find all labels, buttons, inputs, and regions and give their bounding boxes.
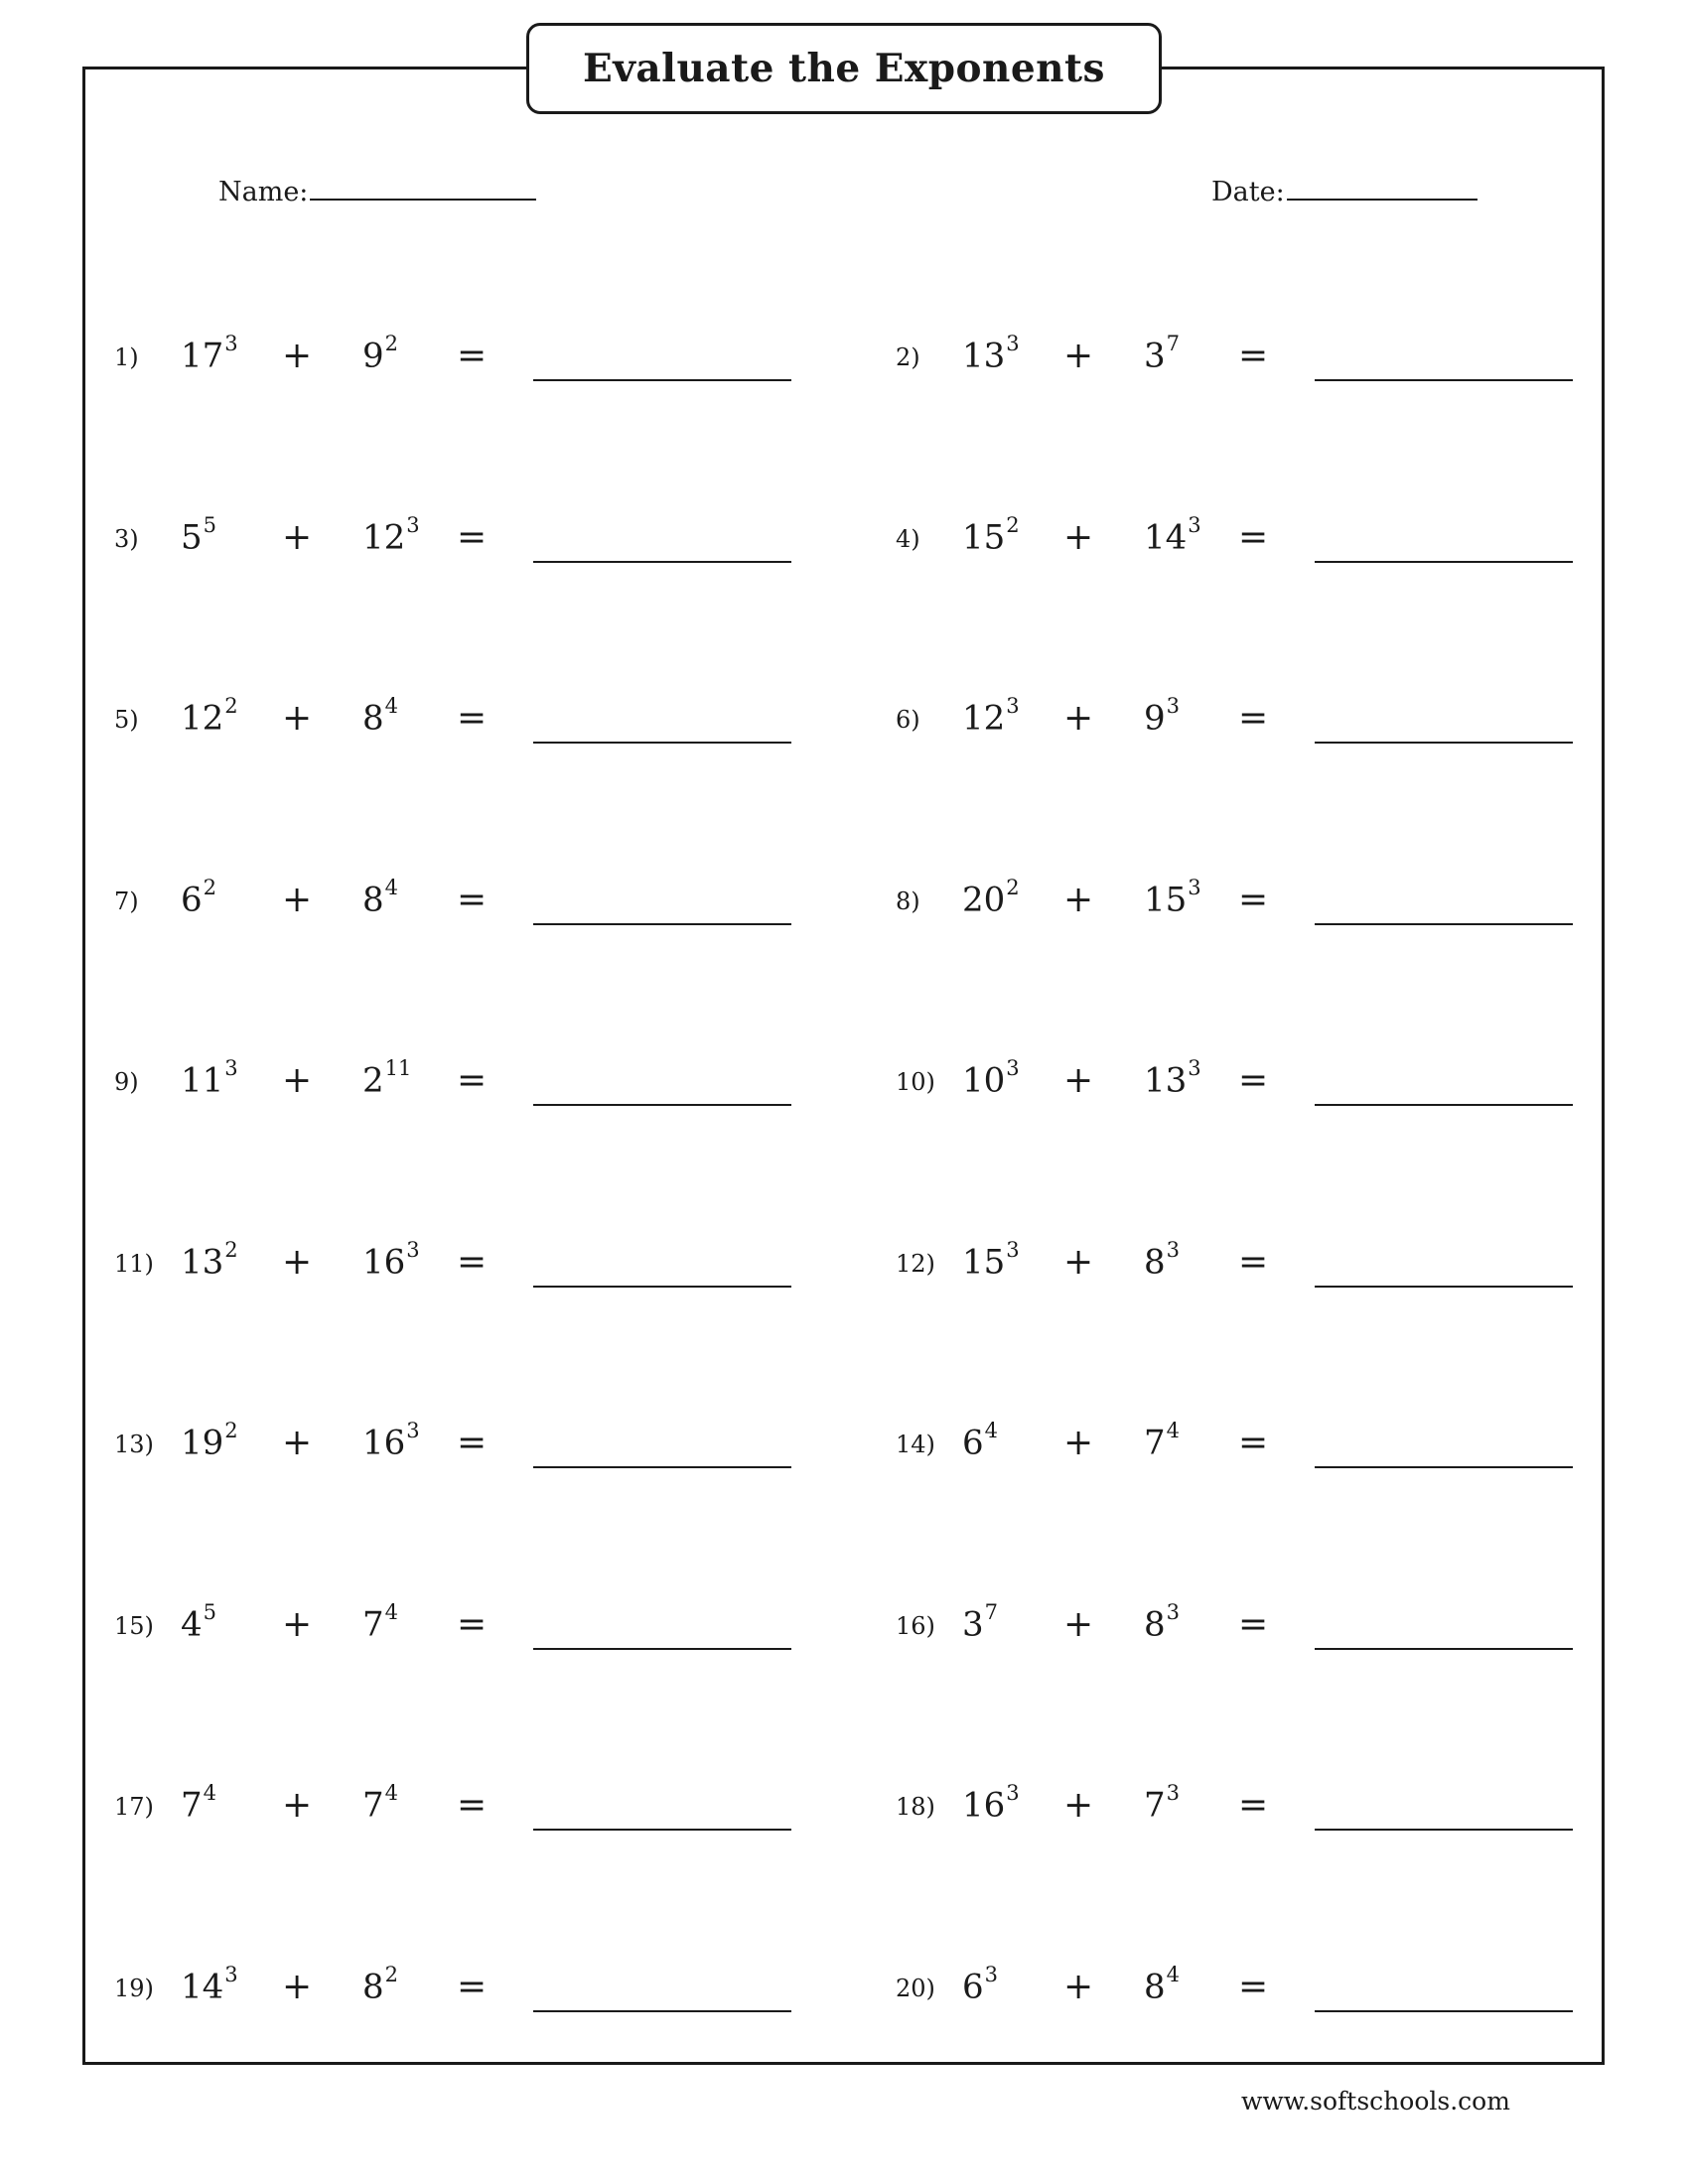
answer-blank[interactable] <box>533 561 791 563</box>
second-term <box>1144 694 1181 739</box>
problem-number: 2) <box>896 343 920 371</box>
first-exponent: 3 <box>1006 1781 1020 1805</box>
problem-number: 10) <box>896 1068 935 1096</box>
second-term <box>362 513 420 558</box>
second-term <box>362 1056 412 1101</box>
plus-sign: + <box>282 517 313 558</box>
second-exponent: 3 <box>1166 694 1181 718</box>
date-field <box>1211 173 1477 207</box>
equals-sign: = <box>1238 1604 1269 1645</box>
equals-sign: = <box>1238 880 1269 920</box>
first-base: 7 <box>181 1785 203 1826</box>
problem-number: 11) <box>114 1250 154 1278</box>
equals-sign: = <box>457 1604 488 1645</box>
first-base: 12 <box>962 698 1006 739</box>
second-term <box>362 1963 399 2007</box>
problem-number: 8) <box>896 887 920 915</box>
problem-item <box>896 1234 1611 1294</box>
second-base: 15 <box>1144 880 1188 920</box>
second-term <box>362 1238 420 1283</box>
second-term <box>1144 1419 1181 1463</box>
problem-number: 13) <box>114 1431 154 1458</box>
second-base: 12 <box>362 517 406 558</box>
title-box <box>526 23 1162 114</box>
problem-number: 19) <box>114 1975 154 2002</box>
second-term <box>362 1600 399 1645</box>
first-term <box>181 1963 238 2007</box>
second-term <box>362 1419 420 1463</box>
problem-item <box>114 1234 829 1294</box>
plus-sign: + <box>1063 1785 1094 1826</box>
second-base: 9 <box>1144 698 1166 739</box>
date-blank[interactable] <box>1287 173 1477 201</box>
problem-number: 20) <box>896 1975 935 2002</box>
page-title: Evaluate the Exponents <box>582 46 1106 91</box>
second-exponent: 7 <box>1166 332 1181 355</box>
second-exponent: 4 <box>1166 1963 1181 1986</box>
first-exponent: 2 <box>1006 513 1020 537</box>
first-exponent: 4 <box>203 1781 217 1805</box>
first-base: 15 <box>962 1242 1006 1283</box>
plus-sign: + <box>282 336 313 376</box>
problem-number: 3) <box>114 525 139 553</box>
first-term <box>962 1600 999 1645</box>
second-term <box>1144 332 1181 376</box>
first-term <box>962 1056 1020 1101</box>
equals-sign: = <box>457 517 488 558</box>
first-base: 6 <box>181 880 203 920</box>
second-base: 8 <box>362 880 384 920</box>
second-term <box>362 1781 399 1826</box>
first-exponent: 4 <box>984 1419 999 1442</box>
second-base: 13 <box>1144 1060 1188 1101</box>
problem-item <box>114 872 829 931</box>
problem-item <box>114 1777 829 1837</box>
plus-sign: + <box>282 1967 313 2007</box>
first-term <box>962 1963 999 2007</box>
second-exponent: 3 <box>406 1238 420 1262</box>
answer-blank[interactable] <box>533 923 791 925</box>
second-term <box>1144 1963 1181 2007</box>
second-term <box>362 332 399 376</box>
problem-item <box>114 328 829 387</box>
first-exponent: 3 <box>1006 694 1020 718</box>
first-base: 3 <box>962 1604 984 1645</box>
first-base: 11 <box>181 1060 224 1101</box>
first-exponent: 3 <box>1006 1056 1020 1080</box>
second-exponent: 3 <box>1166 1781 1181 1805</box>
second-base: 14 <box>1144 517 1188 558</box>
first-term <box>181 694 238 739</box>
first-term <box>962 332 1020 376</box>
answer-blank[interactable] <box>1315 923 1573 925</box>
plus-sign: + <box>282 1242 313 1283</box>
second-exponent: 4 <box>1166 1419 1181 1442</box>
answer-blank[interactable] <box>1315 1286 1573 1288</box>
first-base: 14 <box>181 1967 224 2007</box>
problem-item <box>114 1959 829 2018</box>
first-term <box>181 332 238 376</box>
plus-sign: + <box>282 1060 313 1101</box>
first-exponent: 3 <box>984 1963 999 1986</box>
second-base: 16 <box>362 1242 406 1283</box>
second-exponent: 4 <box>384 1600 399 1624</box>
answer-blank[interactable] <box>1315 742 1573 744</box>
first-term <box>181 1781 217 1826</box>
plus-sign: + <box>1063 517 1094 558</box>
first-term <box>962 694 1020 739</box>
second-term <box>1144 513 1201 558</box>
problem-number: 9) <box>114 1068 139 1096</box>
problem-number: 5) <box>114 706 139 734</box>
first-base: 6 <box>962 1967 984 2007</box>
second-exponent: 3 <box>1188 876 1201 899</box>
first-exponent: 3 <box>224 1056 238 1080</box>
first-base: 6 <box>962 1423 984 1463</box>
plus-sign: + <box>1063 1060 1094 1101</box>
equals-sign: = <box>457 1060 488 1101</box>
problem-number: 4) <box>896 525 920 553</box>
second-exponent: 3 <box>1166 1238 1181 1262</box>
plus-sign: + <box>1063 336 1094 376</box>
plus-sign: + <box>282 1423 313 1463</box>
first-base: 13 <box>181 1242 224 1283</box>
first-exponent: 5 <box>203 1600 217 1624</box>
equals-sign: = <box>1238 1423 1269 1463</box>
equals-sign: = <box>457 1242 488 1283</box>
answer-blank[interactable] <box>1315 379 1573 381</box>
first-base: 15 <box>962 517 1006 558</box>
problem-number: 6) <box>896 706 920 734</box>
first-base: 16 <box>962 1785 1006 1826</box>
answer-blank[interactable] <box>1315 1466 1573 1468</box>
answer-blank[interactable] <box>1315 1829 1573 1831</box>
problem-item <box>896 1777 1611 1837</box>
first-base: 4 <box>181 1604 203 1645</box>
first-term <box>181 1600 217 1645</box>
first-base: 12 <box>181 698 224 739</box>
date-label: Date: <box>1211 177 1285 207</box>
equals-sign: = <box>457 880 488 920</box>
second-base: 8 <box>1144 1604 1166 1645</box>
second-term <box>1144 1238 1181 1283</box>
problem-item <box>114 690 829 750</box>
first-exponent: 3 <box>224 332 238 355</box>
second-exponent: 3 <box>1188 1056 1201 1080</box>
equals-sign: = <box>457 1785 488 1826</box>
second-base: 7 <box>362 1604 384 1645</box>
second-exponent: 3 <box>1188 513 1201 537</box>
problem-item <box>114 509 829 569</box>
answer-blank[interactable] <box>533 1286 791 1288</box>
second-exponent: 4 <box>384 694 399 718</box>
second-base: 2 <box>362 1060 384 1101</box>
second-term <box>1144 1056 1201 1101</box>
first-term <box>962 876 1020 920</box>
second-term <box>362 876 399 920</box>
second-term <box>1144 1781 1181 1826</box>
second-base: 7 <box>1144 1785 1166 1826</box>
first-term <box>181 1056 238 1101</box>
equals-sign: = <box>457 1423 488 1463</box>
equals-sign: = <box>1238 1967 1269 2007</box>
second-exponent: 3 <box>406 1419 420 1442</box>
name-blank[interactable] <box>310 173 536 201</box>
second-exponent: 4 <box>384 876 399 899</box>
second-base: 3 <box>1144 336 1166 376</box>
answer-blank[interactable] <box>1315 1104 1573 1106</box>
first-exponent: 2 <box>203 876 217 899</box>
first-exponent: 2 <box>224 694 238 718</box>
second-base: 8 <box>362 698 384 739</box>
answer-blank[interactable] <box>1315 2010 1573 2012</box>
answer-blank[interactable] <box>533 1104 791 1106</box>
second-term <box>362 694 399 739</box>
problem-item <box>896 1959 1611 2018</box>
plus-sign: + <box>282 1604 313 1645</box>
first-base: 19 <box>181 1423 224 1463</box>
answer-blank[interactable] <box>533 1648 791 1650</box>
equals-sign: = <box>1238 1785 1269 1826</box>
first-term <box>962 1781 1020 1826</box>
first-exponent: 3 <box>1006 1238 1020 1262</box>
second-base: 7 <box>362 1785 384 1826</box>
second-base: 16 <box>362 1423 406 1463</box>
problem-item <box>896 690 1611 750</box>
first-base: 10 <box>962 1060 1006 1101</box>
second-base: 8 <box>1144 1242 1166 1283</box>
equals-sign: = <box>1238 1060 1269 1101</box>
first-term <box>962 1419 999 1463</box>
second-base: 8 <box>1144 1967 1166 2007</box>
plus-sign: + <box>1063 1604 1094 1645</box>
first-term <box>962 513 1020 558</box>
problem-number: 15) <box>114 1612 154 1640</box>
answer-blank[interactable] <box>533 1466 791 1468</box>
second-exponent: 4 <box>384 1781 399 1805</box>
first-exponent: 3 <box>1006 332 1020 355</box>
plus-sign: + <box>282 1785 313 1826</box>
name-label: Name: <box>218 177 309 207</box>
problem-number: 18) <box>896 1793 935 1821</box>
footer-url: www.softschools.com <box>1241 2087 1510 2116</box>
problem-item <box>896 509 1611 569</box>
first-base: 17 <box>181 336 224 376</box>
answer-blank[interactable] <box>533 379 791 381</box>
answer-blank[interactable] <box>533 2010 791 2012</box>
plus-sign: + <box>1063 1967 1094 2007</box>
first-term <box>962 1238 1020 1283</box>
plus-sign: + <box>1063 1242 1094 1283</box>
problem-item <box>896 328 1611 387</box>
plus-sign: + <box>1063 698 1094 739</box>
equals-sign: = <box>457 1967 488 2007</box>
equals-sign: = <box>1238 336 1269 376</box>
equals-sign: = <box>1238 517 1269 558</box>
answer-blank[interactable] <box>533 742 791 744</box>
problem-item <box>114 1415 829 1474</box>
answer-blank[interactable] <box>533 1829 791 1831</box>
problem-item <box>896 1052 1611 1112</box>
problem-number: 1) <box>114 343 139 371</box>
first-exponent: 2 <box>224 1419 238 1442</box>
second-exponent: 3 <box>1166 1600 1181 1624</box>
problem-item <box>896 1415 1611 1474</box>
problem-number: 7) <box>114 887 139 915</box>
first-exponent: 3 <box>224 1963 238 1986</box>
second-exponent: 3 <box>406 513 420 537</box>
problem-number: 16) <box>896 1612 935 1640</box>
first-base: 13 <box>962 336 1006 376</box>
equals-sign: = <box>1238 1242 1269 1283</box>
problem-number: 17) <box>114 1793 154 1821</box>
problem-item <box>114 1052 829 1112</box>
first-term <box>181 876 217 920</box>
plus-sign: + <box>1063 1423 1094 1463</box>
second-exponent: 2 <box>384 332 399 355</box>
first-term <box>181 1238 238 1283</box>
first-term <box>181 513 217 558</box>
answer-blank[interactable] <box>1315 1648 1573 1650</box>
equals-sign: = <box>1238 698 1269 739</box>
second-term <box>1144 876 1201 920</box>
first-exponent: 5 <box>203 513 217 537</box>
first-exponent: 2 <box>1006 876 1020 899</box>
second-base: 9 <box>362 336 384 376</box>
problem-item <box>114 1596 829 1656</box>
answer-blank[interactable] <box>1315 561 1573 563</box>
problem-number: 14) <box>896 1431 935 1458</box>
second-exponent: 2 <box>384 1963 399 1986</box>
second-base: 7 <box>1144 1423 1166 1463</box>
second-term <box>1144 1600 1181 1645</box>
problem-item <box>896 872 1611 931</box>
second-exponent: 11 <box>384 1056 412 1080</box>
equals-sign: = <box>457 336 488 376</box>
first-term <box>181 1419 238 1463</box>
first-exponent: 7 <box>984 1600 999 1624</box>
problem-number: 12) <box>896 1250 935 1278</box>
plus-sign: + <box>282 698 313 739</box>
second-base: 8 <box>362 1967 384 2007</box>
first-base: 20 <box>962 880 1006 920</box>
first-base: 5 <box>181 517 203 558</box>
equals-sign: = <box>457 698 488 739</box>
name-field <box>218 173 536 207</box>
plus-sign: + <box>1063 880 1094 920</box>
problem-item <box>896 1596 1611 1656</box>
first-exponent: 2 <box>224 1238 238 1262</box>
plus-sign: + <box>282 880 313 920</box>
